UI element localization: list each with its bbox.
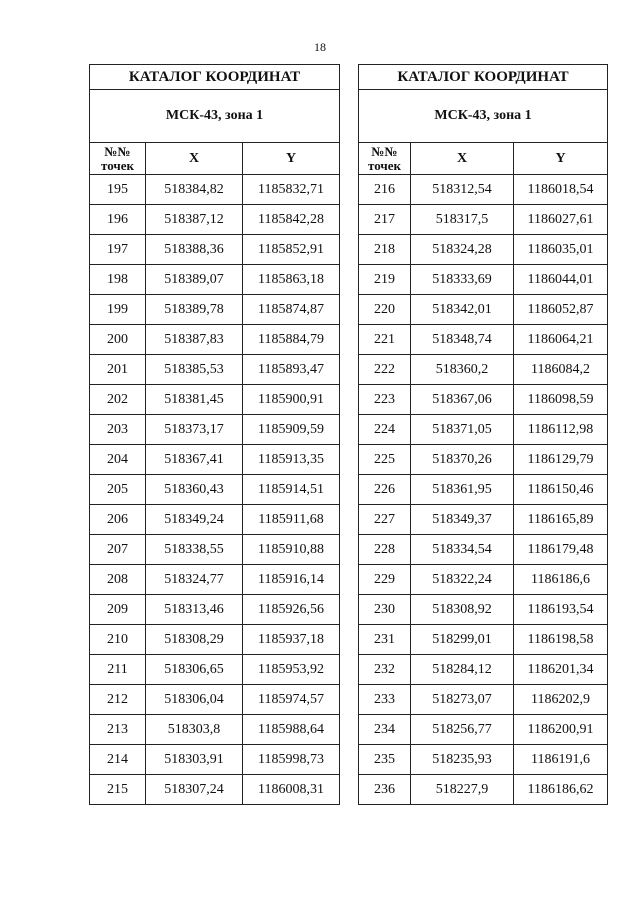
x-coordinate-cell: 518389,07 bbox=[146, 265, 243, 295]
y-coordinate-cell: 1185913,35 bbox=[243, 445, 340, 475]
y-coordinate-cell: 1185988,64 bbox=[243, 715, 340, 745]
point-number-cell: 215 bbox=[90, 775, 146, 805]
point-number-cell: 195 bbox=[90, 175, 146, 205]
x-coordinate-cell: 518235,93 bbox=[411, 745, 514, 775]
point-number-cell: 214 bbox=[90, 745, 146, 775]
table-row bbox=[359, 715, 608, 745]
table-row bbox=[90, 715, 340, 745]
table-row bbox=[90, 475, 340, 505]
column-header-number-sign: №№ bbox=[104, 143, 131, 159]
table-row bbox=[359, 175, 608, 205]
table-row bbox=[90, 565, 340, 595]
point-number-cell: 197 bbox=[90, 235, 146, 265]
point-number-cell: 225 bbox=[359, 445, 411, 475]
y-coordinate-cell: 1186008,31 bbox=[243, 775, 340, 805]
y-coordinate-cell: 1186112,98 bbox=[514, 415, 608, 445]
point-number-cell: 227 bbox=[359, 505, 411, 535]
table-row bbox=[90, 295, 340, 325]
table-row bbox=[90, 355, 340, 385]
point-number-cell: 222 bbox=[359, 355, 411, 385]
table-row bbox=[359, 385, 608, 415]
table-row bbox=[359, 685, 608, 715]
coordinate-catalog-right bbox=[358, 64, 608, 805]
y-coordinate-cell: 1186165,89 bbox=[514, 505, 608, 535]
y-coordinate-cell: 1186084,2 bbox=[514, 355, 608, 385]
coordinate-system-label: МСК-43, зона 1 bbox=[359, 90, 608, 143]
table-row bbox=[90, 235, 340, 265]
y-coordinate-cell: 1186201,34 bbox=[514, 655, 608, 685]
x-coordinate-cell: 518317,5 bbox=[411, 205, 514, 235]
x-coordinate-cell: 518312,54 bbox=[411, 175, 514, 205]
y-coordinate-cell: 1186044,01 bbox=[514, 265, 608, 295]
point-number-cell: 229 bbox=[359, 565, 411, 595]
table-row bbox=[359, 745, 608, 775]
column-header-x: X bbox=[411, 143, 514, 175]
point-number-cell: 203 bbox=[90, 415, 146, 445]
y-coordinate-cell: 1185953,92 bbox=[243, 655, 340, 685]
coordinate-system-label: МСК-43, зона 1 bbox=[90, 90, 340, 143]
x-coordinate-cell: 518322,24 bbox=[411, 565, 514, 595]
y-coordinate-cell: 1186018,54 bbox=[514, 175, 608, 205]
table-row bbox=[90, 775, 340, 805]
table-row bbox=[90, 655, 340, 685]
table-row bbox=[90, 445, 340, 475]
table-row bbox=[359, 235, 608, 265]
x-coordinate-cell: 518307,24 bbox=[146, 775, 243, 805]
table-row bbox=[90, 325, 340, 355]
point-number-cell: 211 bbox=[90, 655, 146, 685]
point-number-cell: 216 bbox=[359, 175, 411, 205]
y-coordinate-cell: 1186191,6 bbox=[514, 745, 608, 775]
point-number-cell: 204 bbox=[90, 445, 146, 475]
table-row bbox=[90, 505, 340, 535]
point-number-cell: 206 bbox=[90, 505, 146, 535]
column-header-number-sign: №№ bbox=[371, 143, 398, 159]
x-coordinate-cell: 518349,37 bbox=[411, 505, 514, 535]
y-coordinate-cell: 1186098,59 bbox=[514, 385, 608, 415]
point-number-cell: 221 bbox=[359, 325, 411, 355]
y-coordinate-cell: 1186200,91 bbox=[514, 715, 608, 745]
point-number-cell: 209 bbox=[90, 595, 146, 625]
y-coordinate-cell: 1185900,91 bbox=[243, 385, 340, 415]
x-coordinate-cell: 518308,92 bbox=[411, 595, 514, 625]
x-coordinate-cell: 518349,24 bbox=[146, 505, 243, 535]
y-coordinate-cell: 1186186,62 bbox=[514, 775, 608, 805]
y-coordinate-cell: 1185884,79 bbox=[243, 325, 340, 355]
point-number-cell: 224 bbox=[359, 415, 411, 445]
point-number-cell: 218 bbox=[359, 235, 411, 265]
catalog-rows bbox=[359, 175, 608, 805]
x-coordinate-cell: 518361,95 bbox=[411, 475, 514, 505]
table-row bbox=[359, 775, 608, 805]
x-coordinate-cell: 518367,06 bbox=[411, 385, 514, 415]
y-coordinate-cell: 1186202,9 bbox=[514, 685, 608, 715]
table-row bbox=[359, 655, 608, 685]
point-number-cell: 200 bbox=[90, 325, 146, 355]
point-number-cell: 220 bbox=[359, 295, 411, 325]
table-row bbox=[359, 325, 608, 355]
y-coordinate-cell: 1186064,21 bbox=[514, 325, 608, 355]
point-number-cell: 236 bbox=[359, 775, 411, 805]
point-number-cell: 217 bbox=[359, 205, 411, 235]
y-coordinate-cell: 1185893,47 bbox=[243, 355, 340, 385]
column-header-points-word: точек bbox=[101, 157, 134, 173]
y-coordinate-cell: 1186198,58 bbox=[514, 625, 608, 655]
column-header-points-word: точек bbox=[368, 157, 401, 173]
point-number-cell: 205 bbox=[90, 475, 146, 505]
table-row bbox=[90, 175, 340, 205]
table-row bbox=[90, 385, 340, 415]
table-row bbox=[359, 445, 608, 475]
table-row bbox=[359, 265, 608, 295]
x-coordinate-cell: 518371,05 bbox=[411, 415, 514, 445]
page-number: 18 bbox=[314, 40, 326, 54]
y-coordinate-cell: 1185911,68 bbox=[243, 505, 340, 535]
point-number-cell: 207 bbox=[90, 535, 146, 565]
x-coordinate-cell: 518384,82 bbox=[146, 175, 243, 205]
point-number-cell: 198 bbox=[90, 265, 146, 295]
y-coordinate-cell: 1185937,18 bbox=[243, 625, 340, 655]
y-coordinate-cell: 1186035,01 bbox=[514, 235, 608, 265]
x-coordinate-cell: 518313,46 bbox=[146, 595, 243, 625]
point-number-cell: 219 bbox=[359, 265, 411, 295]
x-coordinate-cell: 518299,01 bbox=[411, 625, 514, 655]
table-row bbox=[359, 205, 608, 235]
point-number-cell: 210 bbox=[90, 625, 146, 655]
table-row bbox=[90, 205, 340, 235]
y-coordinate-cell: 1185916,14 bbox=[243, 565, 340, 595]
table-row bbox=[90, 685, 340, 715]
table-row bbox=[90, 625, 340, 655]
point-number-cell: 199 bbox=[90, 295, 146, 325]
y-coordinate-cell: 1185852,91 bbox=[243, 235, 340, 265]
y-coordinate-cell: 1185910,88 bbox=[243, 535, 340, 565]
column-header-row bbox=[90, 143, 340, 175]
x-coordinate-cell: 518303,8 bbox=[146, 715, 243, 745]
table-row bbox=[359, 475, 608, 505]
x-coordinate-cell: 518373,17 bbox=[146, 415, 243, 445]
x-coordinate-cell: 518388,36 bbox=[146, 235, 243, 265]
x-coordinate-cell: 518338,55 bbox=[146, 535, 243, 565]
x-coordinate-cell: 518334,54 bbox=[411, 535, 514, 565]
y-coordinate-cell: 1186193,54 bbox=[514, 595, 608, 625]
y-coordinate-cell: 1186186,6 bbox=[514, 565, 608, 595]
column-header-y: Y bbox=[243, 143, 340, 175]
y-coordinate-cell: 1185909,59 bbox=[243, 415, 340, 445]
y-coordinate-cell: 1185974,57 bbox=[243, 685, 340, 715]
x-coordinate-cell: 518284,12 bbox=[411, 655, 514, 685]
table-row bbox=[359, 295, 608, 325]
y-coordinate-cell: 1185874,87 bbox=[243, 295, 340, 325]
x-coordinate-cell: 518308,29 bbox=[146, 625, 243, 655]
x-coordinate-cell: 518306,04 bbox=[146, 685, 243, 715]
table-row bbox=[90, 265, 340, 295]
point-number-cell: 201 bbox=[90, 355, 146, 385]
x-coordinate-cell: 518306,65 bbox=[146, 655, 243, 685]
x-coordinate-cell: 518324,77 bbox=[146, 565, 243, 595]
x-coordinate-cell: 518389,78 bbox=[146, 295, 243, 325]
point-number-cell: 223 bbox=[359, 385, 411, 415]
table-row bbox=[359, 535, 608, 565]
y-coordinate-cell: 1186052,87 bbox=[514, 295, 608, 325]
point-number-cell: 226 bbox=[359, 475, 411, 505]
table-row bbox=[359, 505, 608, 535]
column-header-y: Y bbox=[514, 143, 608, 175]
point-number-cell: 234 bbox=[359, 715, 411, 745]
point-number-cell: 202 bbox=[90, 385, 146, 415]
y-coordinate-cell: 1185914,51 bbox=[243, 475, 340, 505]
point-number-cell: 196 bbox=[90, 205, 146, 235]
table-row bbox=[90, 415, 340, 445]
x-coordinate-cell: 518367,41 bbox=[146, 445, 243, 475]
table-row bbox=[90, 595, 340, 625]
y-coordinate-cell: 1185926,56 bbox=[243, 595, 340, 625]
table-row bbox=[90, 535, 340, 565]
x-coordinate-cell: 518324,28 bbox=[411, 235, 514, 265]
x-coordinate-cell: 518387,83 bbox=[146, 325, 243, 355]
table-row bbox=[90, 745, 340, 775]
y-coordinate-cell: 1185998,73 bbox=[243, 745, 340, 775]
point-number-cell: 232 bbox=[359, 655, 411, 685]
point-number-cell: 231 bbox=[359, 625, 411, 655]
y-coordinate-cell: 1185863,18 bbox=[243, 265, 340, 295]
y-coordinate-cell: 1186027,61 bbox=[514, 205, 608, 235]
table-row bbox=[359, 625, 608, 655]
x-coordinate-cell: 518360,43 bbox=[146, 475, 243, 505]
x-coordinate-cell: 518370,26 bbox=[411, 445, 514, 475]
column-header-x: X bbox=[146, 143, 243, 175]
x-coordinate-cell: 518381,45 bbox=[146, 385, 243, 415]
point-number-cell: 212 bbox=[90, 685, 146, 715]
x-coordinate-cell: 518333,69 bbox=[411, 265, 514, 295]
x-coordinate-cell: 518273,07 bbox=[411, 685, 514, 715]
point-number-cell: 228 bbox=[359, 535, 411, 565]
catalog-rows bbox=[90, 175, 340, 805]
point-number-cell: 208 bbox=[90, 565, 146, 595]
y-coordinate-cell: 1186129,79 bbox=[514, 445, 608, 475]
x-coordinate-cell: 518387,12 bbox=[146, 205, 243, 235]
table-row bbox=[359, 595, 608, 625]
x-coordinate-cell: 518303,91 bbox=[146, 745, 243, 775]
x-coordinate-cell: 518227,9 bbox=[411, 775, 514, 805]
x-coordinate-cell: 518348,74 bbox=[411, 325, 514, 355]
point-number-cell: 230 bbox=[359, 595, 411, 625]
catalog-title: КАТАЛОГ КООРДИНАТ bbox=[90, 65, 340, 90]
y-coordinate-cell: 1186179,48 bbox=[514, 535, 608, 565]
x-coordinate-cell: 518256,77 bbox=[411, 715, 514, 745]
x-coordinate-cell: 518342,01 bbox=[411, 295, 514, 325]
column-header-row bbox=[359, 143, 608, 175]
catalog-title: КАТАЛОГ КООРДИНАТ bbox=[359, 65, 608, 90]
table-row bbox=[359, 355, 608, 385]
point-number-cell: 233 bbox=[359, 685, 411, 715]
table-row bbox=[359, 565, 608, 595]
coordinate-catalog-left bbox=[89, 64, 340, 805]
y-coordinate-cell: 1185832,71 bbox=[243, 175, 340, 205]
y-coordinate-cell: 1185842,28 bbox=[243, 205, 340, 235]
y-coordinate-cell: 1186150,46 bbox=[514, 475, 608, 505]
x-coordinate-cell: 518385,53 bbox=[146, 355, 243, 385]
point-number-cell: 235 bbox=[359, 745, 411, 775]
point-number-cell: 213 bbox=[90, 715, 146, 745]
column-header-point-number bbox=[90, 143, 146, 175]
column-header-point-number bbox=[359, 143, 411, 175]
table-row bbox=[359, 415, 608, 445]
x-coordinate-cell: 518360,2 bbox=[411, 355, 514, 385]
